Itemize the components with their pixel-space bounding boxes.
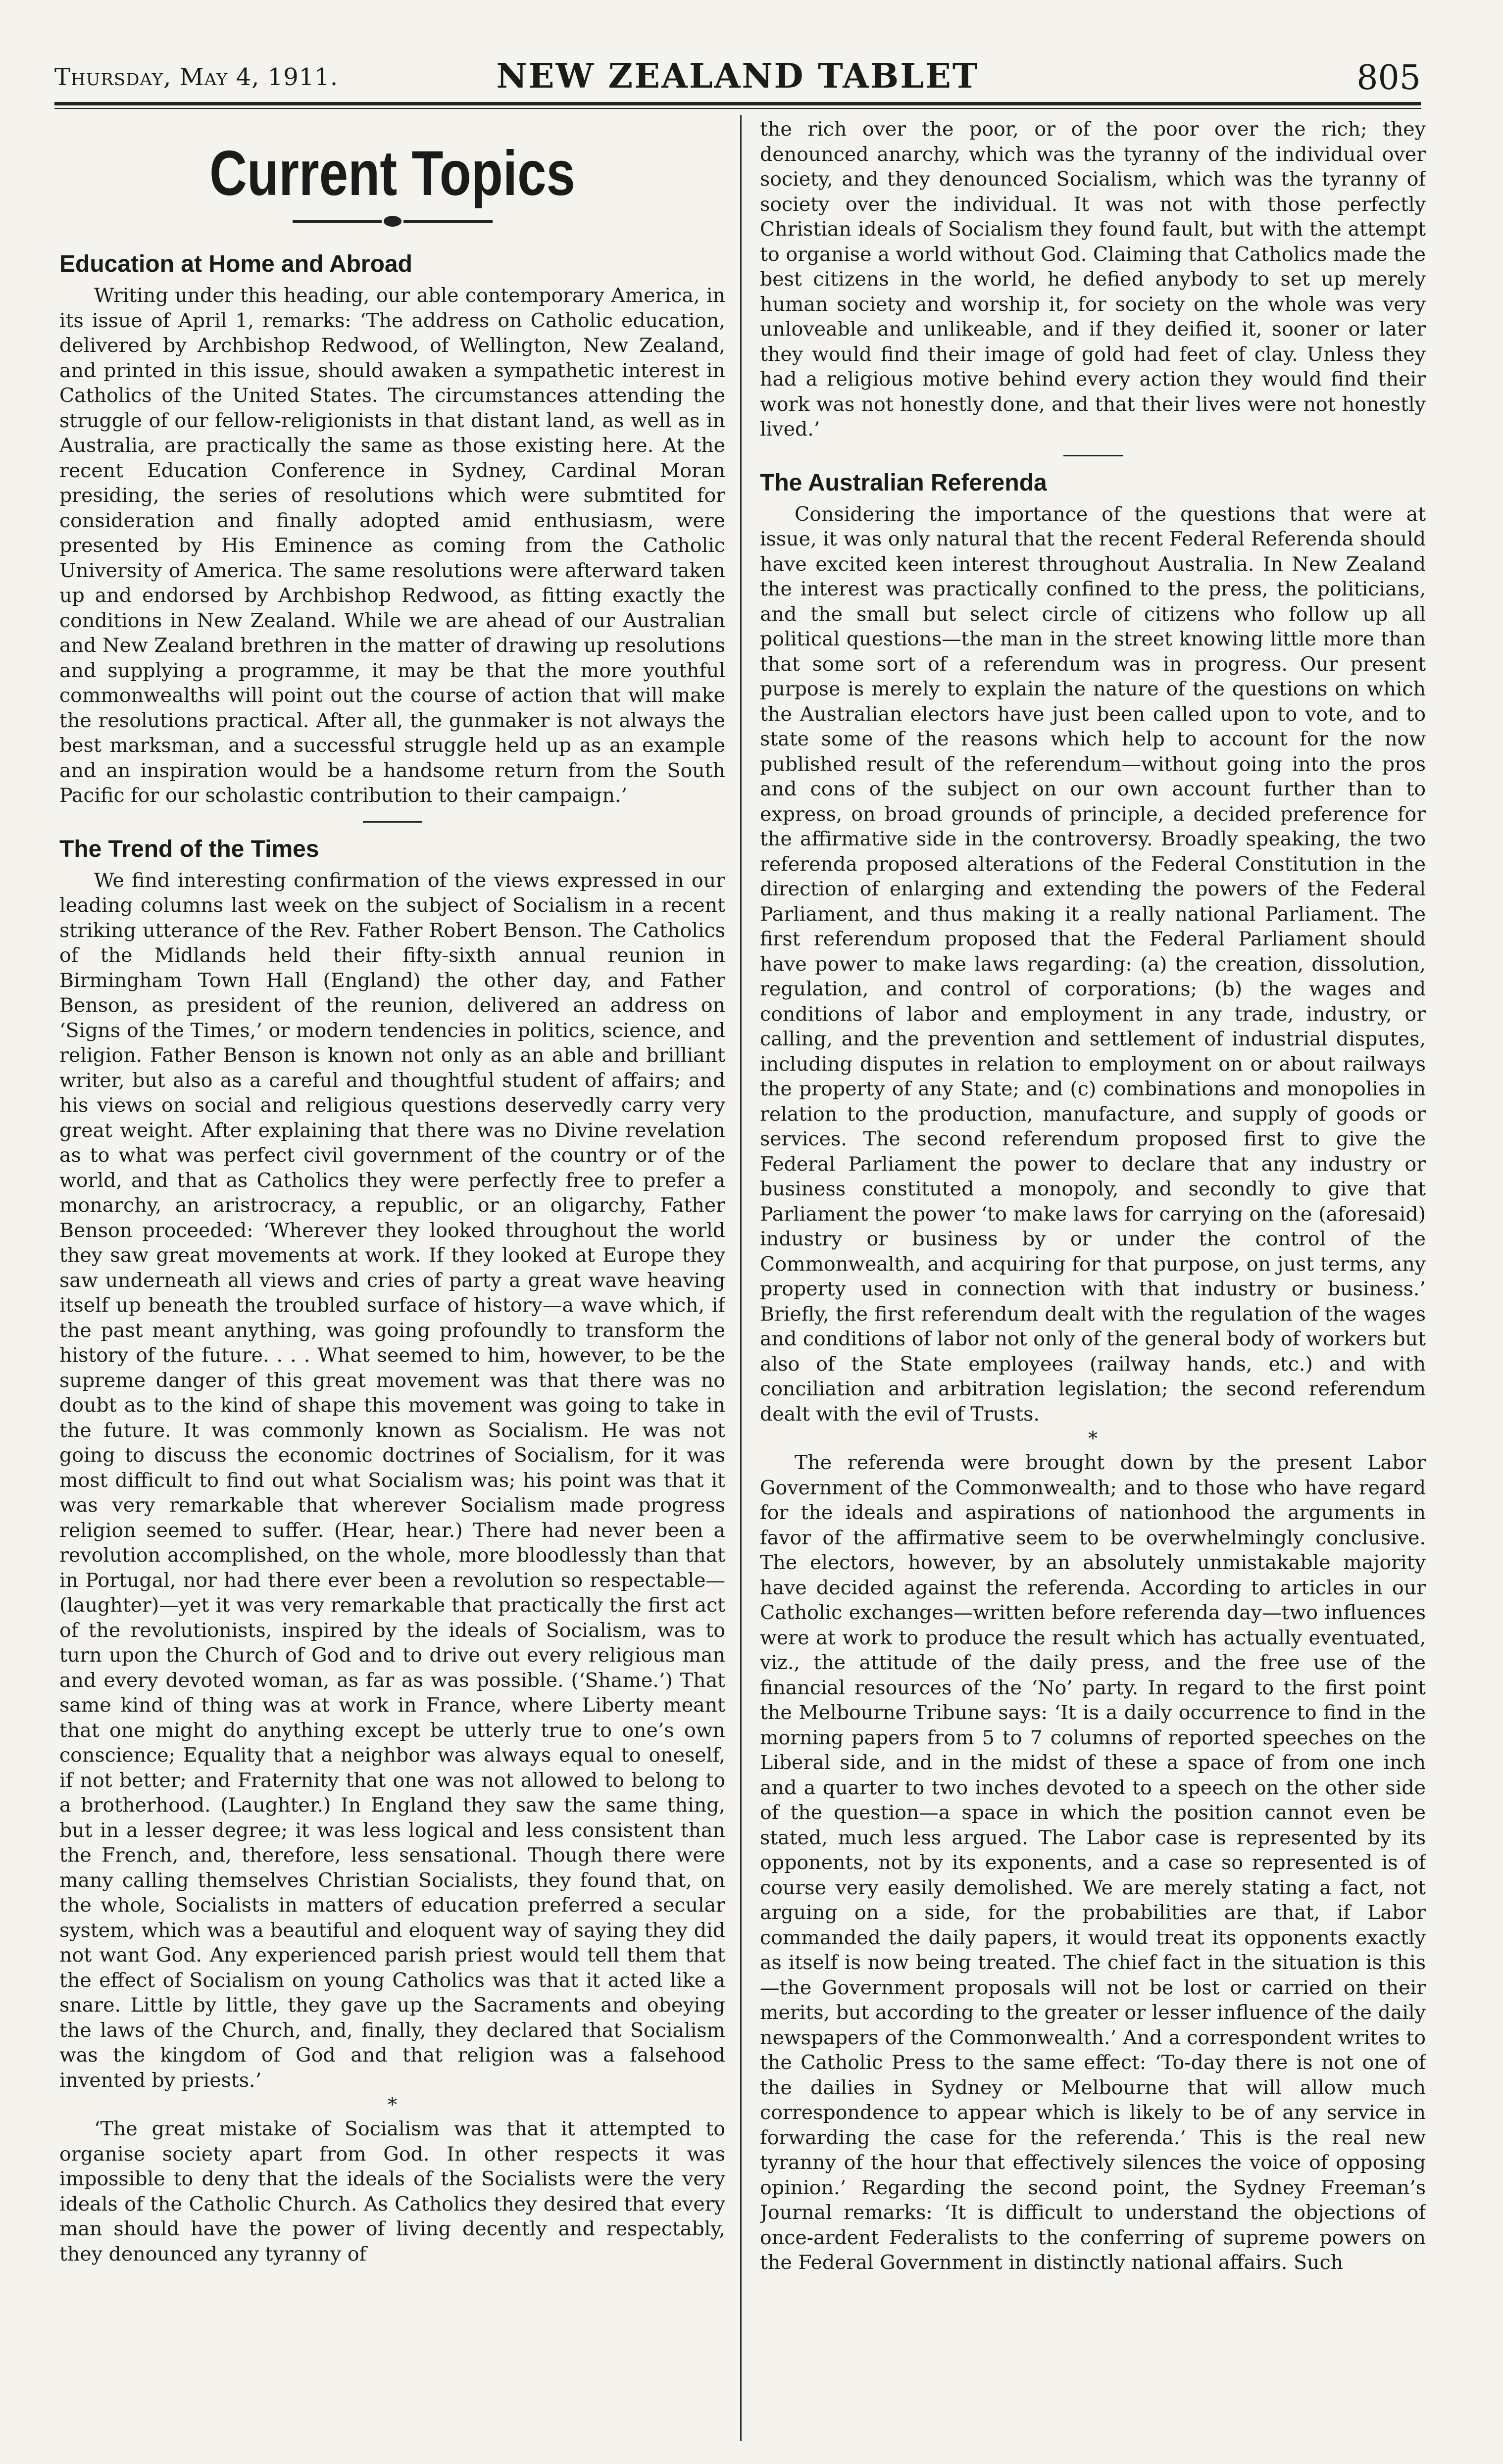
paragraph-referenda-1: Considering the importance of the questions that were at issue, it was only natural that the recent Federal Referenda should have excited keen interest throughout Australia. In New Zealand the interest was practically confined to the press, the politicians, and the small but select circle of citizens who follow up all political questions—the man in the street knowing little more than that some sort of a referendum was in progress. Our present purpose is merely to explain the nature of the questions on which the Australian electors have just been called upon to vote, and to state some of the reasons which help to account for the now published result of the referendum—without going into the pros and cons of the subject on our own account further than to express, on broad grounds of principle, a decided preference for the affirmative side in the controversy. Broadly speaking, the two referenda proposed alterations of the Federal Constitution in the direction of enlarging and extending the powers of the Federal Parliament, and thus making it a really national Parliament. The first referendum proposed that the Federal Parliament should have power to make laws regarding: (a) the creation, dissolution, regulation, and control of corporations; (b) the wages and conditions of labor and employment in any trade, industry, or calling, and the prevention and settlement of industrial disputes, including disputes in relation to employment on or about railways the property of any State; and (c) combinations and monopolies in relation to the production, manufacture, and supply of goods or services. The second referendum proposed first to give the Federal Parliament the power to declare that any industry or business constituted a monopoly, and secondly to give that Parliament the power ‘to make laws for carrying on the (aforesaid) industry or business by or under the control of the Commonwealth, and acquiring for that purpose, on just terms, any property used in connection with that industry or business.’ Briefly, the first referendum dealt with the regulation of the wages and conditions of labor not only of the general body of workers but also of the State employees (railway hands, etc.) and with conciliation and arbitration legislation; the second referendum dealt with the evil of Trusts.: [760, 502, 1426, 1426]
left-column: [59, 117, 725, 2443]
heading-education: Education at Home and Abroad: [59, 251, 412, 277]
heading-trend: The Trend of the Times: [59, 836, 319, 862]
right-column: [760, 117, 1426, 2443]
section-rule: [1063, 455, 1123, 456]
column-divider: [740, 115, 742, 2441]
heading-referenda: The Australian Referenda: [760, 469, 1047, 496]
paragraph-education: Writing under this heading, our able contemporary America, in its issue of April 1, remarks: ‘The address on Catholic education, delivered by Archbishop Redwood, of Wellington, New Zealand, and printed in this issue, should awaken a sympathetic interest in Catholics of the United States. The circumstances attending the struggle of our fellow-religionists in that distant land, as well as in Australia, are practically the same as those existing here. At the recent Education Conference in Sydney, Cardinal Moran presiding, the series of resolutions which were submtited for consideration and finally adopted amid enthusiasm, were presented by His Eminence as coming from the Catholic University of America. The same resolutions were afterward taken up and endorsed by Archbishop Redwood, as fitting exactly the conditions in New Zealand. While we are ahead of our Australian and New Zealand brethren in the matter of drawing up resolutions and supplying a programme, it may be that the more youthful commonwealths will point out the course of action that will make the resolutions practical. After all, the gunmaker is not always the best marksman, and a successful struggle held up as an example and an inspiration would be a handsome return from the South Pacific for our scholastic contribution to their campaign.’: [59, 284, 725, 807]
header-rule-thick: [54, 102, 1421, 105]
paragraph-trend-1: We find interesting confirmation of the views expressed in our leading columns last week on the subject of Socialism in a recent striking utterance of the Rev. Father Robert Benson. The Catholics of the Midlands held their fifty-sixth annual reunion in Birmingham Town Hall (England) the other day, and Father Benson, as president of the reunion, delivered an address on ‘Signs of the Times,’ or modern tendencies in politics, science, and religion. Father Benson is known not only as an able and brilliant writer, but also as a careful and thoughtful student of affairs; and his views on social and religious questions deservedly carry very great weight. After explaining that there was no Divine revelation as to what was perfect civil government of the country or of the world, and that as Catholics they were perfectly free to prefer a monarchy, an aristrocracy, a republic, or an oligarchy, Father Benson proceeded: ‘Wherever they looked throughout the world they saw great movements at work. If they looked at Europe they saw underneath all views and cries of party a great wave heaving itself up beneath the troubled surface of history—a wave which, if the past meant anything, was going profoundly to transform the history of the future. . . . What seemed to him, however, to be the supreme danger of this great movement was that there was no doubt as to the kind of shape this movement was going to take in the future. It was commonly known as Socialism. He was not going to discuss the economic doctrines of Socialism, for it was most difficult to find out what Socialism was; his point was that it was very remarkable that wherever Socialism made progress religion seemed to suffer. (Hear, hear.) There had never been a revolution accomplished, on the whole, more bloodlessly than that in Portugal, nor had there ever been a revolution so respectable—(laughter)—yet it was very remarkable that practically the first act of the revolutionists, inspired by the ideals of Socialism, was to turn upon the Church of God and to drive out every religious man and every devoted woman, as far as was possible. (‘Shame.’) That same kind of thing was at work in France, where Liberty meant that one might do anything except be utterly true to one’s own conscience; Equality that a neighbor was always equal to oneself, if not better; and Fraternity that one was not allowed to belong to a brotherhood. (Laughter.) In England they saw the same thing, but in a lesser degree; it was less logical and less consistent than the French, and, therefore, less sensational. Though there were many calling themselves Christian Socialists, they found that, on the whole, Socialists in matters of education preferred a secular system, which was a beautiful and eloquent way of saying they did not want God. Any experienced parish priest would tell them that the effect of Socialism on young Catholics was that it acted like a snare. Little by little, they gave up the Sacraments and obeying the laws of the Church, and, finally, they declared that Socialism was the kingdom of God and that religion was a falsehood invented by priests.’: [59, 869, 725, 2092]
title-ornament: [59, 216, 725, 227]
paragraph-referenda-2: The referenda were brought down by the present Labor Government of the Commonwealth; and to those who have regard for the ideals and aspirations of nationhood the arguments in favor of the affirmative seem to be overwhelmingly conclusive. The electors, however, by an absolutely unmistakable majority have decided against the referenda. According to articles in our Catholic exchanges—written before referenda day—two influences were at work to produce the result which has actually eventuated, viz., the attitude of the daily press, and the free use of the financial resources of the ‘No’ party. In regard to the first point the Melbourne Tribune says: ‘It is a daily occurrence to find in the morning papers from 5 to 7 columns of reported speeches on the Liberal side, and in the midst of these a space of from one inch and a quarter to two inches devoted to a speech on the other side of the question—a space in which the position cannot even be stated, much less argued. The Labor case is represented by its opponents, not by its exponents, and a case so represented is of course very easily demolished. We are merely stating a fact, not arguing on a side, for the probabilities are that, if Labor commanded the daily papers, it would treat its opponents exactly as itself is now being treated. The chief fact in the situation is this—the Government proposals will not be lost or carried on their merits, but according to the greater or lesser influence of the daily newspapers of the Commonwealth.’ And a correspondent writes to the Catholic Press to the same effect: ‘To-day there is not one of the dailies in Sydney or Melbourne that will allow much correspondence to appear which is likely to be of any service in forwarding the case for the referenda.’ This is the real new tyranny of the hour that effectively silences the voice of opposing opinion.’ Regarding the second point, the Sydney Freeman’s Journal remarks: ‘It is difficult to understand the objections of once-ardent Federalists to the conferring of supreme powers on the Federal Government in distinctly national affairs. Such: [760, 1451, 1426, 2274]
issue-date: Thursday, May 4, 1911.: [54, 63, 339, 91]
masthead-title: NEW ZEALAND TABLET: [496, 56, 979, 96]
page-number: 805: [1356, 58, 1421, 98]
star-separator: *: [388, 2094, 397, 2116]
paragraph-trend-continued: the rich over the poor, or of the poor over the rich; they denounced anarchy, which was the tyranny of the individual over society, and they denounced Socialism, which was the tyranny of society over the individual. It was not with those perfectly Christian ideals of Socialism they found fault, but with the attempt to organise a world without God. Claiming that Catholics made the best citizens in the world, he defied anybody to set up merely human society and worship it, for society on the whole was very unloveable and unlikeable, and if they deified it, sooner or later they would find their image of gold had feet of clay. Unless they had a religious motive behind every action they would find their work was not honestly done, and that their lives were not honestly lived.’: [760, 118, 1426, 441]
star-separator: *: [1088, 1428, 1098, 1449]
page-header: [54, 54, 1421, 104]
section-title: Current Topics: [209, 138, 575, 209]
ornament-icon: [384, 216, 401, 227]
section-rule: [363, 821, 422, 823]
paragraph-trend-2: ‘The great mistake of Socialism was that it attempted to organise society apart from God. In other respects it was impossible to deny that the ideals of the Socialists were the very ideals of the Catholic Church. As Catholics they desired that every man should have the power of living decently and respectably, they denounced any tyranny of: [59, 2118, 725, 2266]
header-rule-thin: [54, 108, 1421, 109]
